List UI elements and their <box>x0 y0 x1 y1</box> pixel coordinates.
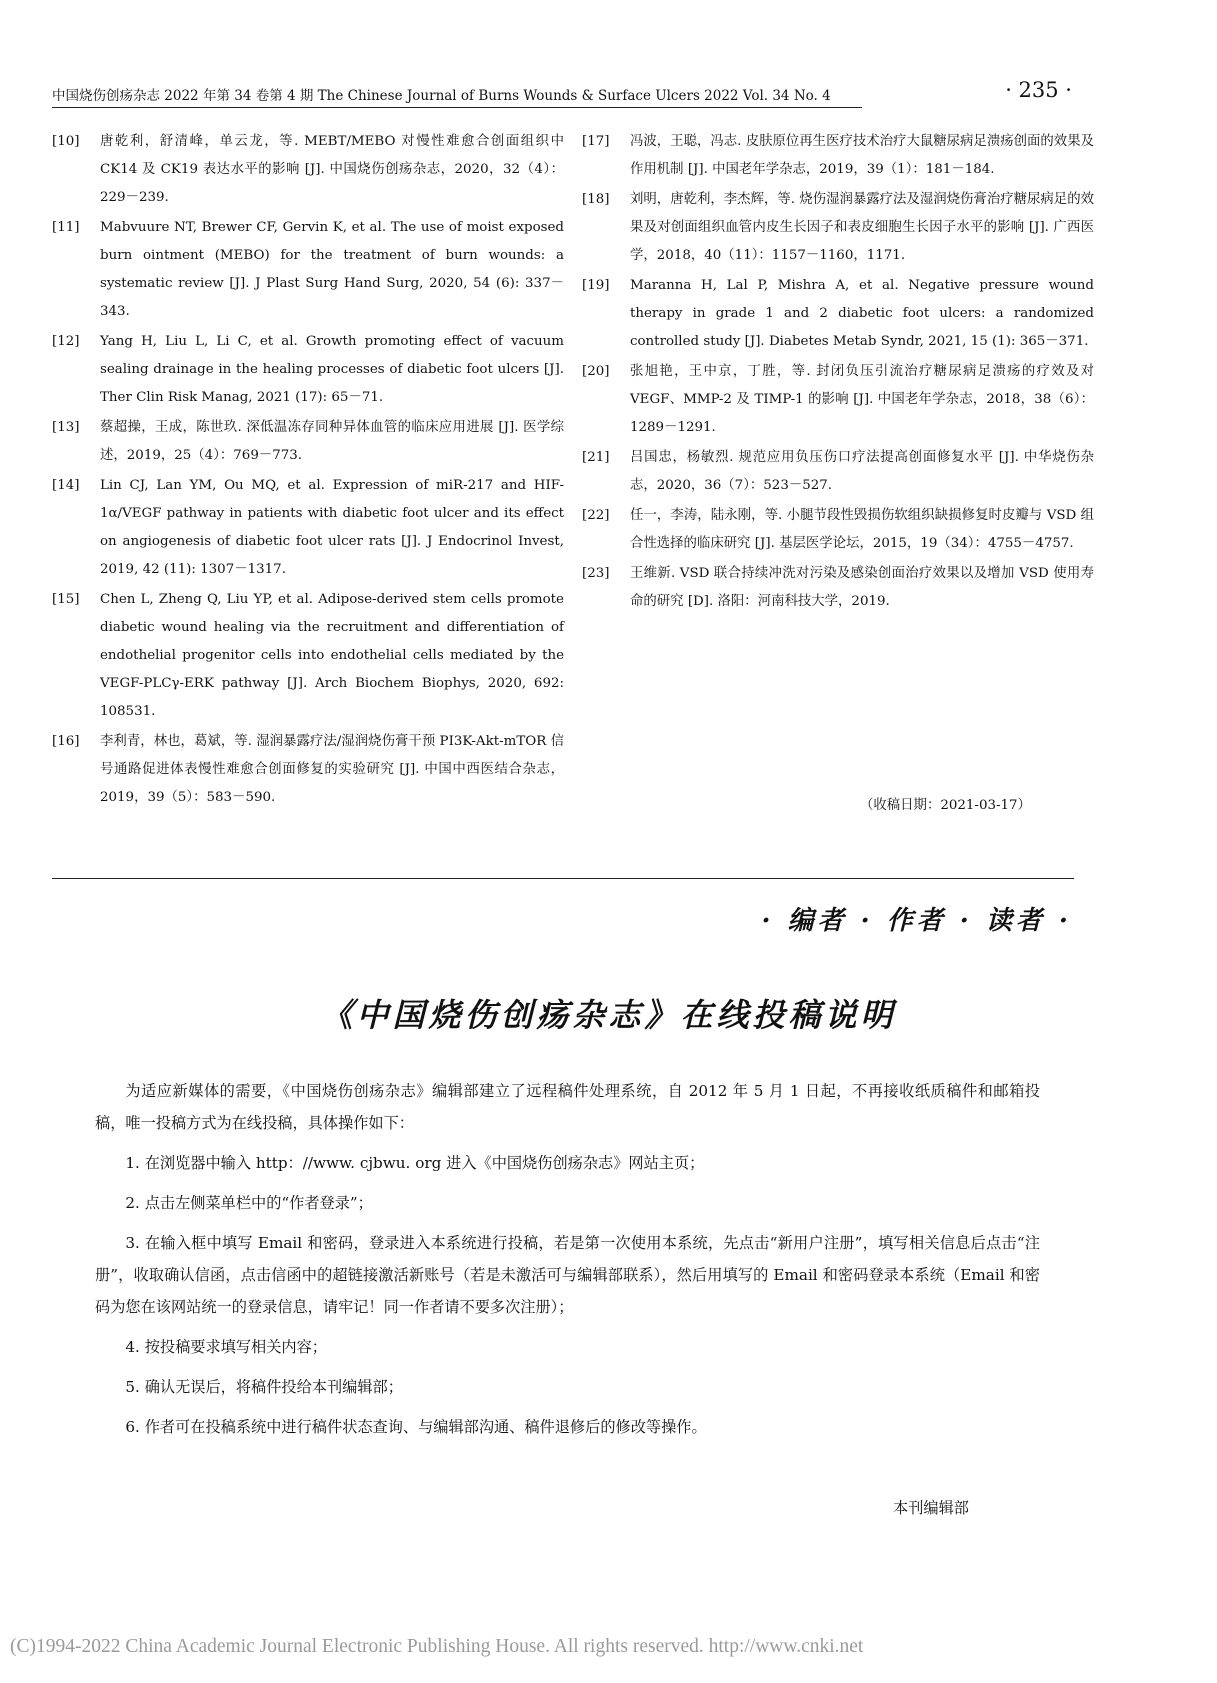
notice-step: 2. 点击左侧菜单栏中的“作者登录”； <box>125 1194 373 1212</box>
reference-number: [18] <box>582 192 610 207</box>
running-header <box>52 78 1072 106</box>
reference-text: 刘明，唐乾利，李杰辉，等. 烧伤湿润暴露疗法及湿润烧伤膏治疗糖尿病足的效果及对创面组织血管内皮生长因子和表皮细胞生长因子水平的影响 [J]. 广西医学，2018，40（11）：1157－1160，1171. <box>630 192 1094 263</box>
reference-number: [23] <box>582 566 610 581</box>
section-divider <box>52 878 1074 879</box>
reference-item <box>582 358 1094 442</box>
reference-item <box>582 502 1094 558</box>
running-title: 中国烧伤创疡杂志 2022 年第 34 卷第 4 期 The Chinese Journal of Burns Wounds & Surface Ulcers 2022 Vol. 34 No. 4 <box>52 88 831 104</box>
reference-text: 唐乾利，舒清峰，单云龙，等. MEBT/MEBO 对慢性难愈合创面组织中 CK14 及 CK19 表达水平的影响 [J]. 中国烧伤创疡杂志，2020，32（4）：229－239. <box>100 134 564 205</box>
reference-number: [20] <box>582 364 610 379</box>
copyright-footer: (C)1994-2022 China Academic Journal Electronic Publishing House. All rights reserved. http://www.cnki.net <box>10 1636 864 1657</box>
reference-number: [11] <box>52 220 80 235</box>
notice-step: 3. 在输入框中填写 Email 和密码，登录进入本系统进行投稿，若是第一次使用本系统，先点击“新用户注册”，填写相关信息后点击“注册”，收取确认信函，点击信函中的超链接激活新账号（若是未激活可与编辑部联系），然后用填写的 Email 和密码登录本系统（Email 和密码为您在该网站统一的登录信息，请牢记！同一作者请不要多次注册）； <box>95 1234 1040 1316</box>
reference-text: 吕国忠，杨敏烈. 规范应用负压伤口疗法提高创面修复水平 [J]. 中华烧伤杂志，2020，36（7）：523－527. <box>630 450 1094 493</box>
reference-item <box>582 560 1094 616</box>
reference-item <box>52 128 564 212</box>
reference-item <box>582 444 1094 500</box>
notice-signature: 本刊编辑部 <box>893 1499 969 1517</box>
reference-text: Maranna H, Lal P, Mishra A, et al. Negative pressure wound therapy in grade 1 and 2 diabetic foot ulcers: a randomized controlled study [J]. Diabetes Metab Syndr, 2021, 15 (1): 365－371. <box>630 278 1094 349</box>
reference-number: [16] <box>52 734 80 749</box>
notice-step: 5. 确认无误后，将稿件投给本刊编辑部； <box>125 1378 403 1396</box>
notice-step: 6. 作者可在投稿系统中进行稿件状态查询、与编辑部沟通、稿件退修后的修改等操作。 <box>125 1418 707 1436</box>
notice-step: 1. 在浏览器中输入 http：//www. cjbwu. org 进入《中国烧伤创疡杂志》网站主页； <box>125 1154 705 1172</box>
notice-intro: 为适应新媒体的需要，《中国烧伤创疡杂志》编辑部建立了远程稿件处理系统，自 2012 年 5 月 1 日起，不再接收纸质稿件和邮箱投稿，唯一投稿方式为在线投稿，具体操作如下： <box>95 1082 1040 1132</box>
reference-item <box>52 214 564 326</box>
header-rule <box>52 107 862 108</box>
reference-number: [17] <box>582 134 610 149</box>
reference-text: Lin CJ, Lan YM, Ou MQ, et al. Expression of miR-217 and HIF-1α/VEGF pathway in patients with diabetic foot ulcer and its effect on angiogenesis of diabetic foot ulcer rats [J]. J Endocrinol Invest, 2019, 42 (11): 1307－1317. <box>100 478 564 577</box>
reference-item <box>52 728 564 812</box>
reference-number: [15] <box>52 592 80 607</box>
reference-text: Yang H, Liu L, Li C, et al. Growth promoting effect of vacuum sealing drainage in the healing processes of diabetic foot ulcers [J]. Ther Clin Risk Manag, 2021 (17): 65－71. <box>100 334 564 405</box>
references-right-column <box>582 128 1094 618</box>
notice-body <box>95 1075 1040 1451</box>
references-left-column <box>52 128 564 814</box>
reference-item <box>52 414 564 470</box>
reference-number: [14] <box>52 478 80 493</box>
reference-item <box>52 472 564 584</box>
reference-number: [12] <box>52 334 80 349</box>
reference-number: [19] <box>582 278 610 293</box>
reference-number: [10] <box>52 134 80 149</box>
reference-text: 王维新. VSD 联合持续冲洗对污染及感染创面治疗效果以及增加 VSD 使用寿命的研究 [D]. 洛阳：河南科技大学，2019. <box>630 566 1094 609</box>
notice-step: 4. 按投稿要求填写相关内容； <box>125 1338 327 1356</box>
reference-item <box>52 328 564 412</box>
reference-item <box>582 272 1094 356</box>
reference-number: [13] <box>52 420 80 435</box>
reference-text: 张旭艳，王中京，丁胜，等. 封闭负压引流治疗糖尿病足溃疡的疗效及对 VEGF、MMP-2 及 TIMP-1 的影响 [J]. 中国老年学杂志，2018，38（6）：1289－1291. <box>630 364 1094 435</box>
reference-text: 任一，李涛，陆永刚，等. 小腿节段性毁损伤软组织缺损修复时皮瓣与 VSD 组合性选择的临床研究 [J]. 基层医学论坛，2015，19（34）：4755－4757. <box>630 508 1094 551</box>
reference-number: [22] <box>582 508 610 523</box>
notice-title: 《中国烧伤创疡杂志》在线投稿说明 <box>320 996 897 1034</box>
reference-text: Chen L, Zheng Q, Liu YP, et al. Adipose-derived stem cells promote diabetic wound healing via the recruitment and differentiation of endothelial progenitor cells into endothelial cells mediated by the VEGF-PLCγ-ERK pathway [J]. Arch Biochem Biophys, 2020, 692: 108531. <box>100 592 564 719</box>
reference-item <box>52 586 564 726</box>
reference-item <box>582 186 1094 270</box>
reference-text: 李利青，林也，葛斌，等. 湿润暴露疗法/湿润烧伤膏干预 PI3K-Akt-mTOR 信号通路促进体表慢性难愈合创面修复的实验研究 [J]. 中国中西医结合杂志，2019，39（5）：583－590. <box>100 734 564 805</box>
reference-text: 冯波，王聪，冯志. 皮肤原位再生医疗技术治疗大鼠糖尿病足溃疡创面的效果及作用机制 [J]. 中国老年学杂志，2019，39（1）：181－184. <box>630 134 1094 177</box>
reference-text: Mabvuure NT, Brewer CF, Gervin K, et al. The use of moist exposed burn ointment (MEBO) for the treatment of burn wounds: a systematic review [J]. J Plast Surg Hand Surg, 2020, 54 (6): 337－343. <box>100 220 564 319</box>
page-number: · 235 · <box>1005 78 1072 102</box>
section-tag: · 编者 · 作者 · 读者 · <box>761 906 1072 936</box>
received-date: （收稿日期：2021-03-17） <box>860 798 1031 813</box>
reference-item <box>582 128 1094 184</box>
reference-text: 蔡超操，王成，陈世玖. 深低温冻存同种异体血管的临床应用进展 [J]. 医学综述，2019，25（4）：769－773. <box>100 420 564 463</box>
reference-number: [21] <box>582 450 610 465</box>
